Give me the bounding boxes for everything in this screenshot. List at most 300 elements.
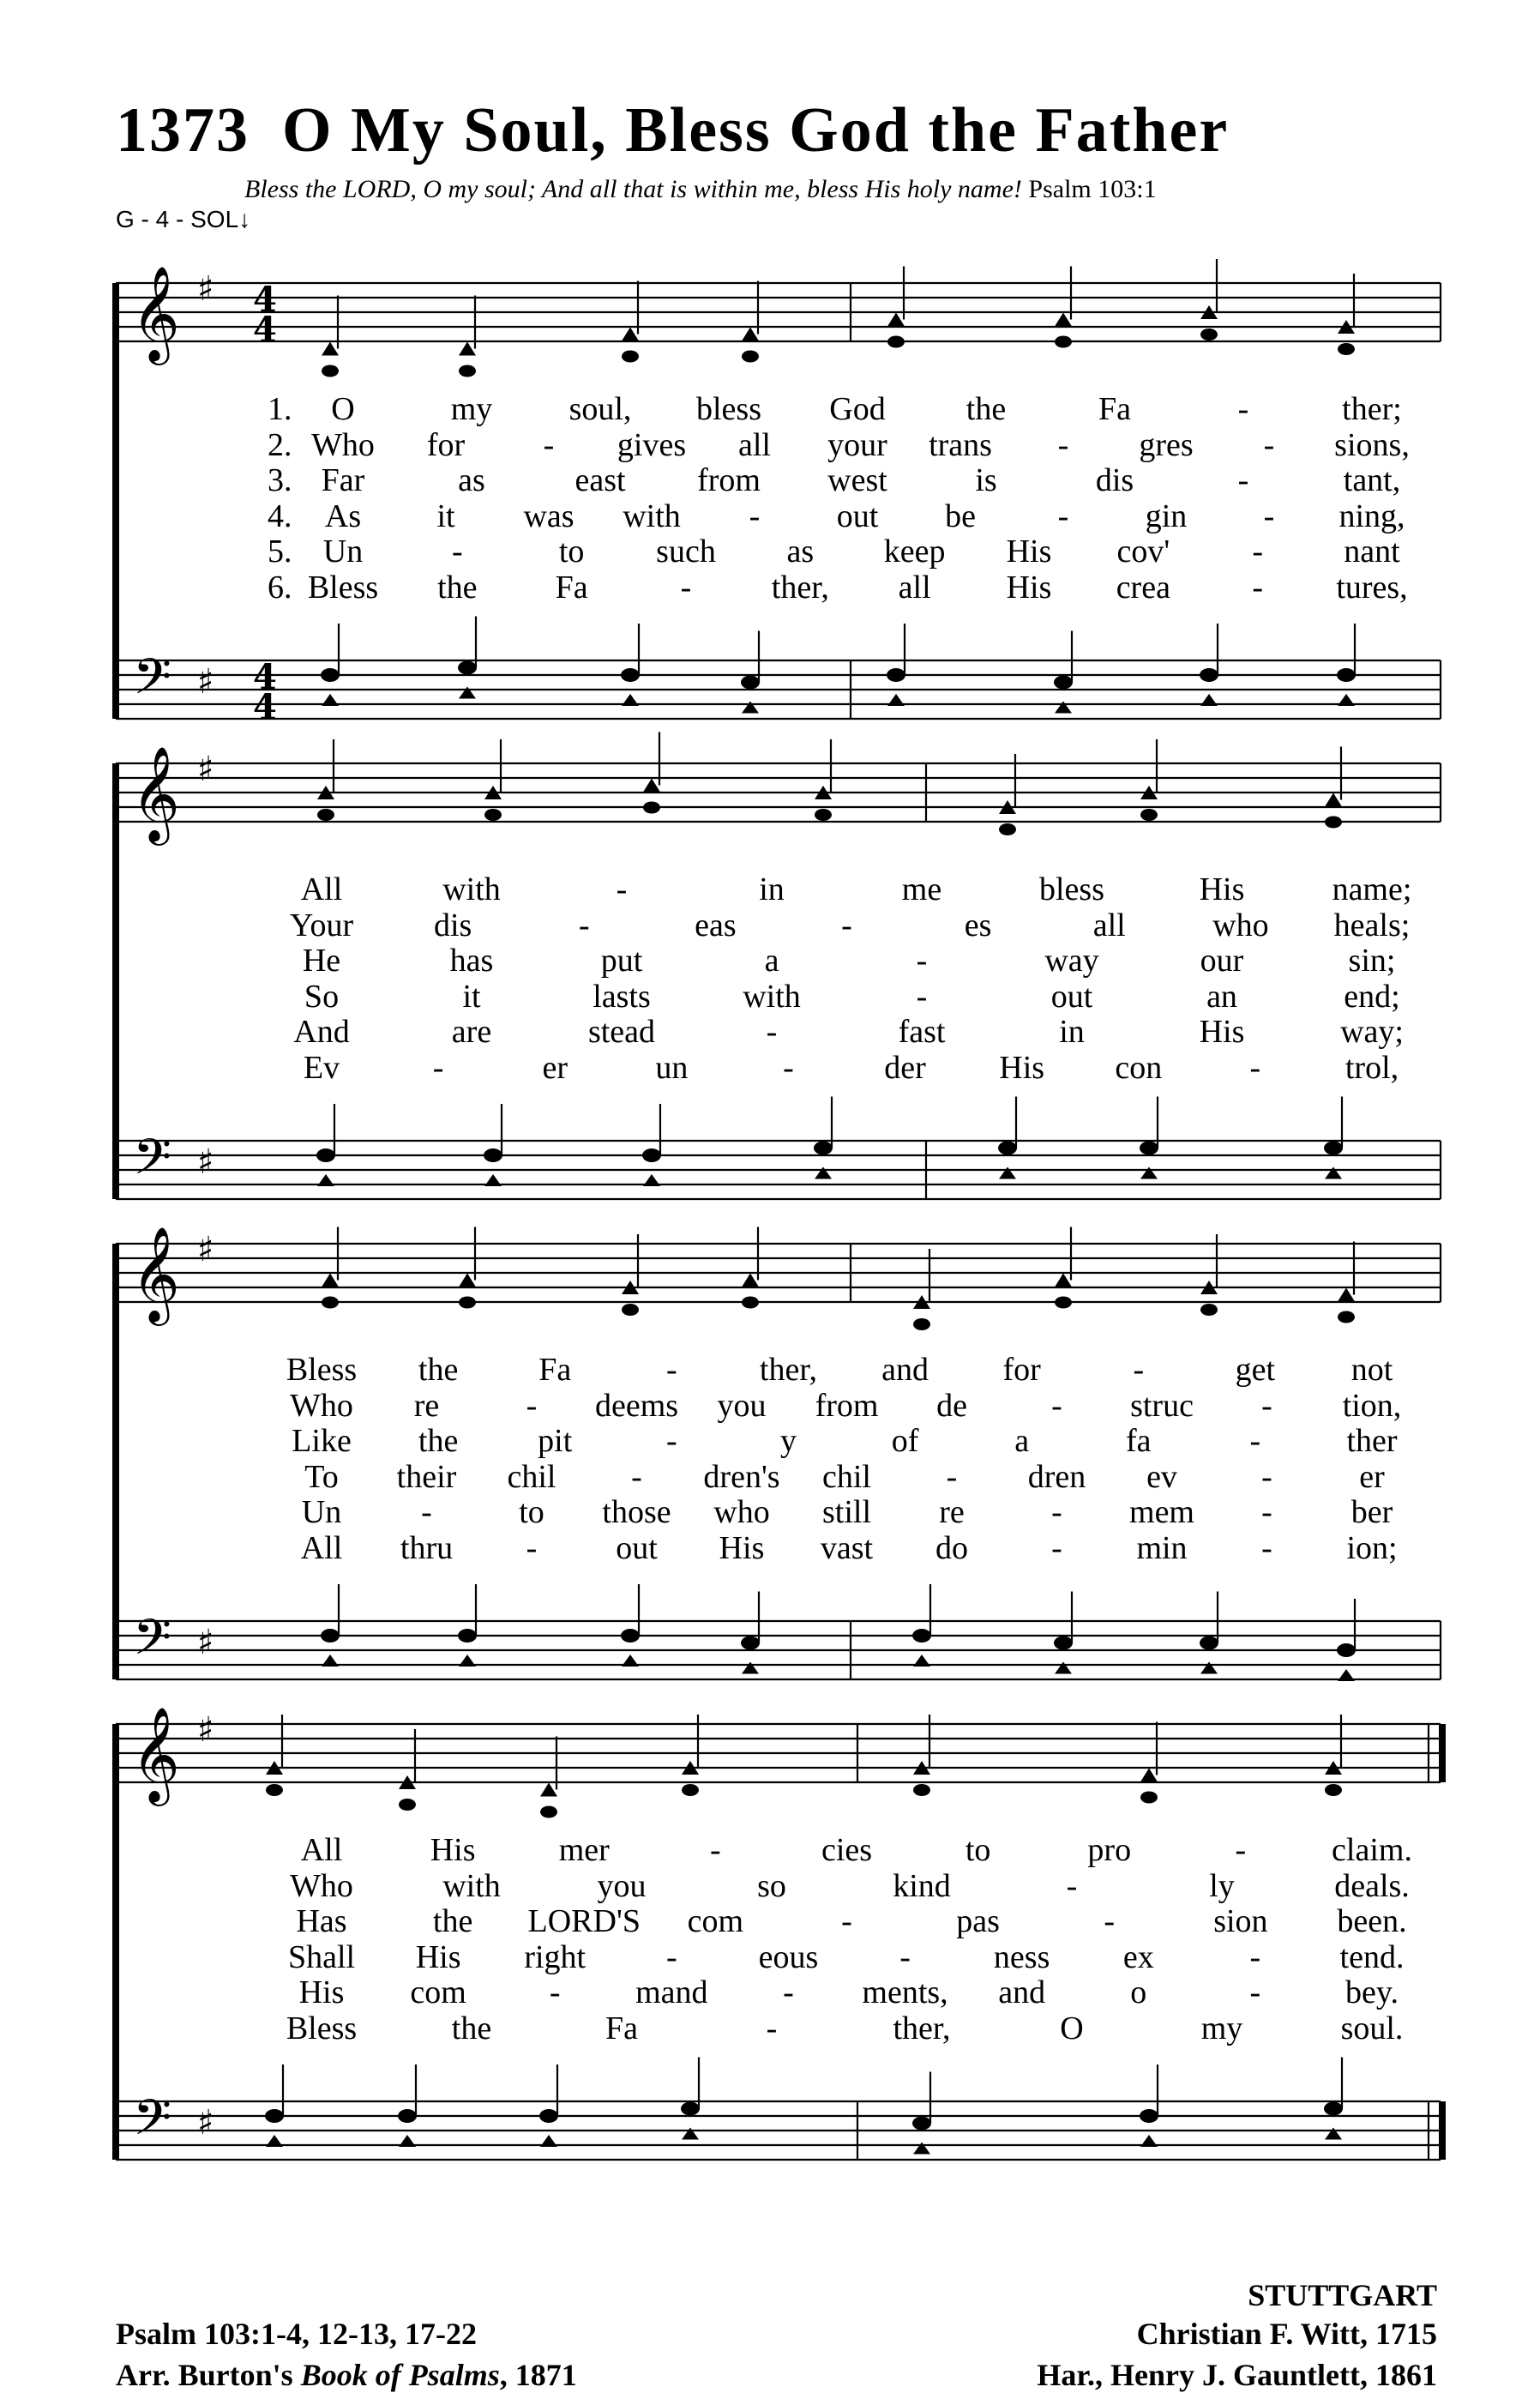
lyric-syllable: Who <box>311 426 375 463</box>
shape-note-icon <box>484 1174 502 1186</box>
lyric-syllable: His <box>999 1049 1045 1086</box>
shape-note-icon <box>1325 1167 1342 1179</box>
shape-note-icon <box>540 1783 557 1797</box>
syllable-hyphen: - <box>916 943 928 979</box>
arrangement-year: , 1871 <box>499 2358 577 2392</box>
lyric-syllable: de <box>936 1387 967 1424</box>
lyric-line <box>0 942 1540 979</box>
lyric-syllable: do <box>935 1529 968 1566</box>
shape-note-icon <box>681 2102 700 2116</box>
shape-note-icon <box>1325 817 1342 829</box>
lyric-syllable: the <box>966 391 1007 427</box>
lyric-syllable: LORD'S <box>527 1903 641 1939</box>
shape-note-icon <box>321 668 340 682</box>
syllable-hyphen: - <box>1051 1494 1062 1530</box>
lyric-syllable: with <box>442 871 501 907</box>
shape-note-icon <box>316 1148 335 1162</box>
shape-note-icon <box>913 1784 930 1796</box>
lyric-syllable: from <box>697 462 761 498</box>
syllable-hyphen: - <box>1249 1049 1261 1086</box>
lyric-syllable: mer <box>558 1832 610 1868</box>
lyric-syllable: you <box>597 1867 647 1904</box>
lyric-syllable: So <box>304 978 340 1015</box>
lyric-syllable: from <box>815 1387 879 1424</box>
lyric-syllable: ex <box>1122 1938 1154 1975</box>
lyric-syllable: tion, <box>1342 1387 1402 1424</box>
sharp-key-signature-icon: ♯ <box>197 1142 214 1182</box>
lyric-syllable: all <box>1092 907 1126 943</box>
arrangement-prefix: Arr. Burton's <box>116 2358 301 2392</box>
syllable-hyphen: - <box>666 1423 677 1459</box>
shape-note-icon <box>1055 1662 1072 1674</box>
lyric-syllable: not <box>1351 1352 1393 1388</box>
lyric-syllable: er <box>1359 1458 1385 1495</box>
lyric-syllable: Shall <box>287 1938 356 1975</box>
lyric-line <box>0 1049 1540 1086</box>
shape-note-icon <box>1055 336 1072 348</box>
lyric-syllable: er <box>542 1049 568 1086</box>
shape-note-icon <box>1140 1792 1158 1804</box>
lyric-syllable: Fa <box>1098 391 1131 427</box>
syllable-hyphen: - <box>1237 462 1249 498</box>
lyric-syllable: Bless <box>286 1352 358 1388</box>
lyric-line <box>0 1831 1540 1866</box>
harmonization-credit: Har., Henry J. Gauntlett, 1861 <box>1037 2358 1437 2392</box>
lyric-syllable: ther; <box>1342 391 1402 427</box>
shape-note-icon <box>1338 1311 1355 1323</box>
shape-note-icon <box>322 1274 339 1287</box>
lyric-syllable: All <box>300 1832 343 1868</box>
lyric-syllable: keep <box>883 533 946 570</box>
lyric-syllable: His <box>719 1529 765 1566</box>
lyric-syllable: way; <box>1340 1014 1404 1050</box>
lyric-syllable: His <box>1006 533 1052 570</box>
lyric-syllable: soul. <box>1340 2010 1404 2046</box>
final-barline <box>1439 1724 1446 1782</box>
shape-note-icon <box>887 668 905 682</box>
lyric-syllable: All <box>300 871 343 907</box>
lyric-syllable: His <box>1006 569 1052 606</box>
syllable-hyphen: - <box>1249 1938 1261 1975</box>
lyric-syllable: west <box>827 462 887 498</box>
lyric-syllable: sion <box>1213 1903 1268 1939</box>
lyric-syllable: His <box>415 1938 461 1975</box>
lyric-syllable: lasts <box>593 978 651 1015</box>
lyric-syllable: ly <box>1209 1867 1235 1904</box>
syllable-hyphen: - <box>710 1832 721 1868</box>
lyric-syllable: to <box>965 1832 991 1868</box>
lyric-syllable: who <box>1212 907 1269 943</box>
lyric-syllable: es <box>964 907 992 943</box>
syllable-hyphen: - <box>1249 1423 1261 1459</box>
lyric-syllable: for <box>426 426 466 463</box>
time-signature-bottom: 4 <box>253 310 277 350</box>
syllable-hyphen: - <box>1263 426 1275 463</box>
lyric-syllable: com <box>410 1974 466 2010</box>
lyric-line <box>0 461 1540 496</box>
lyric-line <box>0 1529 1540 1564</box>
shape-note-icon <box>887 694 905 706</box>
lyric-line <box>0 2010 1540 2044</box>
shape-note-icon <box>322 342 339 356</box>
lyric-syllable: sions, <box>1334 426 1410 463</box>
lyric-line <box>0 1867 1540 1902</box>
epigraph-reference: Psalm 103:1 <box>1028 175 1157 203</box>
lyric-syllable: such <box>656 533 716 570</box>
lyric-syllable: re <box>939 1494 965 1530</box>
lyric-syllable: Fa <box>555 569 588 606</box>
shape-note-icon <box>399 2135 416 2147</box>
lyric-syllable: ments, <box>862 1974 948 2010</box>
shape-note-icon <box>458 661 477 675</box>
lyric-syllable: has <box>449 943 494 979</box>
lyric-syllable: ion; <box>1346 1529 1398 1566</box>
lyric-syllable: be <box>945 497 976 534</box>
lyric-syllable: end; <box>1344 978 1400 1015</box>
lyric-syllable: All <box>300 1529 343 1566</box>
shape-note-icon <box>1140 2135 1158 2147</box>
syllable-hyphen: - <box>549 1974 561 2010</box>
lyric-syllable: mem <box>1129 1494 1194 1530</box>
shape-note-icon <box>1200 668 1218 682</box>
shape-note-icon <box>682 2128 699 2140</box>
shape-note-icon <box>741 1636 760 1650</box>
shape-note-icon <box>1200 329 1218 341</box>
lyric-syllable: Fa <box>538 1352 572 1388</box>
lyric-syllable: and <box>881 1352 929 1388</box>
lyric-syllable: out <box>1050 978 1093 1015</box>
lyric-line <box>0 426 1540 461</box>
shape-note-icon <box>322 365 339 377</box>
shape-note-icon <box>1338 1288 1355 1302</box>
lyric-syllable: gin <box>1145 497 1188 534</box>
lyric-syllable: out <box>616 1529 658 1566</box>
shape-note-icon <box>643 779 660 793</box>
lyric-syllable: ness <box>993 1938 1050 1975</box>
shape-note-icon <box>459 365 476 377</box>
syllable-hyphen: - <box>1252 569 1263 606</box>
shape-note-icon <box>266 1784 283 1796</box>
lyric-syllable: O <box>331 391 355 427</box>
lyric-syllable: bey. <box>1345 1974 1399 2010</box>
shape-note-icon <box>1140 1142 1158 1155</box>
bass-clef-icon: 𝄢 <box>133 1608 172 1679</box>
treble-clef-icon: 𝄞 <box>131 1706 180 1802</box>
shape-note-icon <box>815 1167 832 1179</box>
shape-note-icon <box>1200 694 1218 706</box>
shape-note-icon <box>459 687 476 699</box>
syllable-hyphen: - <box>783 1974 794 2010</box>
syllable-hyphen: - <box>526 1529 538 1566</box>
syllable-hyphen: - <box>666 1938 677 1975</box>
shape-note-icon <box>913 1655 930 1667</box>
shape-note-icon <box>814 1142 833 1155</box>
lyric-syllable: it <box>436 497 455 534</box>
shape-note-icon <box>913 1318 930 1330</box>
sharp-key-signature-icon: ♯ <box>197 1710 214 1750</box>
shape-note-icon <box>1338 1669 1355 1681</box>
syllable-hyphen: - <box>680 569 692 606</box>
lyric-line <box>0 1351 1540 1388</box>
lyric-syllable: all <box>738 426 771 463</box>
bass-clef-icon: 𝄢 <box>133 2089 172 2159</box>
lyric-syllable: eas <box>695 907 737 943</box>
lyric-syllable: heals; <box>1333 907 1411 943</box>
lyric-syllable: tant, <box>1343 462 1401 498</box>
syllable-hyphen: - <box>749 497 761 534</box>
lyric-syllable: to <box>558 533 585 570</box>
syllable-hyphen: - <box>766 2010 778 2046</box>
lyric-syllable: Like <box>292 1423 352 1459</box>
verse-number: 6. <box>268 569 292 606</box>
shape-note-icon <box>317 1174 334 1186</box>
shape-note-icon <box>1055 1274 1072 1287</box>
syllable-hyphen: - <box>1263 497 1275 534</box>
shape-note-icon <box>459 1297 476 1309</box>
shape-note-icon <box>999 1167 1016 1179</box>
shape-note-icon <box>682 1784 699 1796</box>
shape-note-icon <box>1054 676 1073 690</box>
shape-note-icon <box>540 2135 557 2147</box>
sharp-key-signature-icon: ♯ <box>197 269 214 309</box>
lyric-syllable: right <box>524 1938 587 1975</box>
lyric-syllable: was <box>523 497 574 534</box>
lyric-syllable: bless <box>1039 871 1104 907</box>
lyric-line <box>0 390 1540 425</box>
lyric-line <box>0 907 1540 941</box>
lyric-syllable: out <box>836 497 879 534</box>
lyric-syllable: my <box>450 391 493 427</box>
shape-note-icon <box>459 1655 476 1667</box>
lyric-syllable: min <box>1136 1529 1188 1566</box>
lyric-syllable: thru <box>400 1529 454 1566</box>
syllable-hyphen: - <box>841 907 852 943</box>
treble-clef-icon: 𝄞 <box>131 265 180 361</box>
shape-note-icon <box>622 1304 639 1316</box>
lyric-syllable: Your <box>289 907 354 943</box>
lyric-line <box>0 1013 1540 1050</box>
lyric-syllable: Ev <box>303 1049 340 1086</box>
lyric-syllable: He <box>302 943 341 979</box>
lyric-syllable: Un <box>301 1494 342 1530</box>
shape-note-icon <box>642 1148 661 1162</box>
time-signature-bottom: 4 <box>253 687 277 727</box>
shape-note-icon <box>1140 1167 1158 1179</box>
lyric-line <box>0 1974 1540 2008</box>
sharp-key-signature-icon: ♯ <box>197 2103 214 2143</box>
syllable-hyphen: - <box>1235 1832 1247 1868</box>
arrangement-credit <box>116 2357 577 2393</box>
shape-note-icon <box>622 694 639 706</box>
shape-note-icon <box>458 1629 477 1643</box>
shape-note-icon <box>999 823 1016 835</box>
lyric-syllable: Un <box>322 533 364 570</box>
syllable-hyphen: - <box>1051 1387 1062 1424</box>
lyric-syllable: O <box>1060 2010 1084 2046</box>
time-signature-top: 4 <box>253 280 277 320</box>
shape-note-icon <box>742 328 759 341</box>
lyric-syllable: for <box>1002 1352 1041 1388</box>
lyric-syllable: with <box>442 1867 501 1904</box>
shape-note-icon <box>265 2109 284 2123</box>
lyric-syllable: pas <box>956 1903 1000 1939</box>
lyric-syllable: dren <box>1027 1458 1086 1495</box>
lyric-syllable: pro <box>1087 1832 1132 1868</box>
lyric-syllable: sin; <box>1348 943 1396 979</box>
lyric-line <box>0 533 1540 570</box>
lyric-line <box>0 569 1540 606</box>
lyric-syllable: Bless <box>307 569 379 606</box>
syllable-hyphen: - <box>432 1049 444 1086</box>
lyric-syllable: the <box>418 1352 459 1388</box>
lyric-syllable: the <box>432 1903 473 1939</box>
lyric-syllable: with <box>623 497 681 534</box>
syllable-hyphen: - <box>1104 1903 1116 1939</box>
final-barline <box>1439 2101 1446 2160</box>
lyric-line <box>0 1458 1540 1495</box>
lyric-syllable: their <box>396 1458 457 1495</box>
lyric-syllable: Who <box>290 1867 353 1904</box>
lyric-line <box>0 1387 1540 1424</box>
lyric-syllable: cov' <box>1116 533 1170 570</box>
syllable-hyphen: - <box>916 978 928 1015</box>
shape-note-icon <box>741 676 760 690</box>
lyric-syllable: those <box>602 1494 671 1530</box>
lyric-syllable: un <box>655 1049 689 1086</box>
lyric-syllable: trans <box>929 426 992 463</box>
lyric-syllable: y <box>779 1423 797 1459</box>
lyric-syllable: in <box>1059 1014 1085 1050</box>
bass-clef-icon: 𝄢 <box>133 1128 172 1198</box>
shape-note-icon <box>643 802 660 814</box>
hymn-title: O My Soul, Bless God the Father <box>282 95 1230 166</box>
shape-note-icon <box>998 1142 1017 1155</box>
lyric-syllable: Who <box>290 1387 353 1424</box>
syllable-hyphen: - <box>899 1938 911 1975</box>
lyric-syllable: east <box>574 462 626 498</box>
lyric-syllable: Far <box>321 462 365 498</box>
shape-note-icon <box>484 1148 502 1162</box>
lyric-syllable: gres <box>1139 426 1194 463</box>
lyric-syllable: so <box>757 1867 786 1904</box>
lyric-syllable: are <box>451 1014 492 1050</box>
shape-note-icon <box>1324 2102 1343 2116</box>
lyric-syllable: His <box>1199 871 1245 907</box>
verse-number: 3. <box>268 462 292 498</box>
lyric-syllable: fast <box>898 1014 946 1050</box>
lyric-syllable: tures, <box>1336 569 1408 606</box>
verse-number: 1. <box>268 391 292 427</box>
shape-note-icon <box>815 809 832 821</box>
lyric-syllable: been. <box>1337 1903 1407 1939</box>
shape-note-icon <box>266 2135 283 2147</box>
shape-note-icon <box>887 336 905 348</box>
lyric-syllable: gives <box>617 426 687 463</box>
syllable-hyphen: - <box>543 426 555 463</box>
lyric-syllable: As <box>324 497 362 534</box>
shape-note-icon <box>321 1629 340 1643</box>
lyric-syllable: cies <box>821 1832 873 1868</box>
lyric-syllable: dis <box>433 907 472 943</box>
shape-note-icon <box>459 342 476 356</box>
shape-note-icon <box>622 1655 639 1667</box>
sharp-key-signature-icon: ♯ <box>197 750 214 789</box>
lyric-syllable: your <box>827 426 887 463</box>
shape-note-icon <box>1325 2128 1342 2140</box>
lyric-syllable: bless <box>696 391 761 427</box>
shape-note-icon <box>1140 809 1158 821</box>
tune-name: STUTTGART <box>1248 2278 1437 2312</box>
shape-note-icon <box>1325 793 1342 807</box>
shape-note-icon <box>913 2143 930 2155</box>
sharp-key-signature-icon: ♯ <box>197 662 214 702</box>
lyric-syllable: claim. <box>1332 1832 1412 1868</box>
key-info: G - 4 - SOL↓ <box>116 206 251 232</box>
shape-note-icon <box>912 1629 931 1643</box>
shape-note-icon <box>622 328 639 341</box>
lyric-syllable: ther <box>1346 1423 1398 1459</box>
shape-note-icon <box>1337 1643 1356 1657</box>
lyric-syllable: deems <box>594 1387 679 1424</box>
lyric-syllable: God <box>829 391 886 427</box>
lyric-syllable: still <box>821 1494 872 1530</box>
lyric-syllable: the <box>437 569 478 606</box>
shape-note-icon <box>540 1806 557 1818</box>
text-source: Psalm 103:1-4, 12-13, 17-22 <box>116 2317 477 2351</box>
lyric-syllable: ning, <box>1338 497 1405 534</box>
syllable-hyphen: - <box>666 1352 677 1388</box>
lyric-syllable: Has <box>296 1903 347 1939</box>
lyric-syllable: Bless <box>286 2010 358 2046</box>
shape-note-icon <box>398 2109 417 2123</box>
lyric-syllable: tend. <box>1339 1938 1405 1975</box>
syllable-hyphen: - <box>946 1458 958 1495</box>
shape-note-icon <box>742 702 759 714</box>
lyric-line <box>0 1493 1540 1528</box>
shape-note-icon <box>399 1799 416 1811</box>
lyric-syllable: ther, <box>771 569 829 606</box>
shape-note-icon <box>539 2109 558 2123</box>
lyric-line <box>0 1422 1540 1459</box>
lyric-syllable: His <box>1199 1014 1245 1050</box>
composer-credit: Christian F. Witt, 1715 <box>1136 2317 1437 2351</box>
syllable-hyphen: - <box>1261 1387 1272 1424</box>
lyric-syllable: as <box>458 462 485 498</box>
lyric-syllable: ev <box>1146 1458 1177 1495</box>
lyric-syllable: ber <box>1351 1494 1393 1530</box>
lyric-syllable: struc <box>1130 1387 1194 1424</box>
syllable-hyphen: - <box>1237 391 1249 427</box>
lyric-syllable: our <box>1200 943 1244 979</box>
lyric-syllable: nant <box>1344 533 1400 570</box>
shape-note-icon <box>912 2117 931 2131</box>
lyric-syllable: name; <box>1332 871 1412 907</box>
shape-note-icon <box>1200 1662 1218 1674</box>
lyric-line <box>0 497 1540 532</box>
lyric-syllable: as <box>786 533 815 570</box>
lyric-syllable: con <box>1115 1049 1163 1086</box>
lyric-syllable: trol, <box>1344 1049 1399 1086</box>
verse-number: 4. <box>268 497 292 534</box>
shape-note-icon <box>621 668 640 682</box>
lyric-syllable: who <box>713 1494 770 1530</box>
sharp-key-signature-icon: ♯ <box>197 1230 214 1269</box>
shape-note-icon <box>1338 343 1355 355</box>
lyric-syllable: der <box>884 1049 926 1086</box>
lyric-syllable: And <box>293 1014 350 1050</box>
lyric-syllable: pit <box>538 1423 573 1459</box>
lyric-syllable: the <box>451 2010 492 2046</box>
